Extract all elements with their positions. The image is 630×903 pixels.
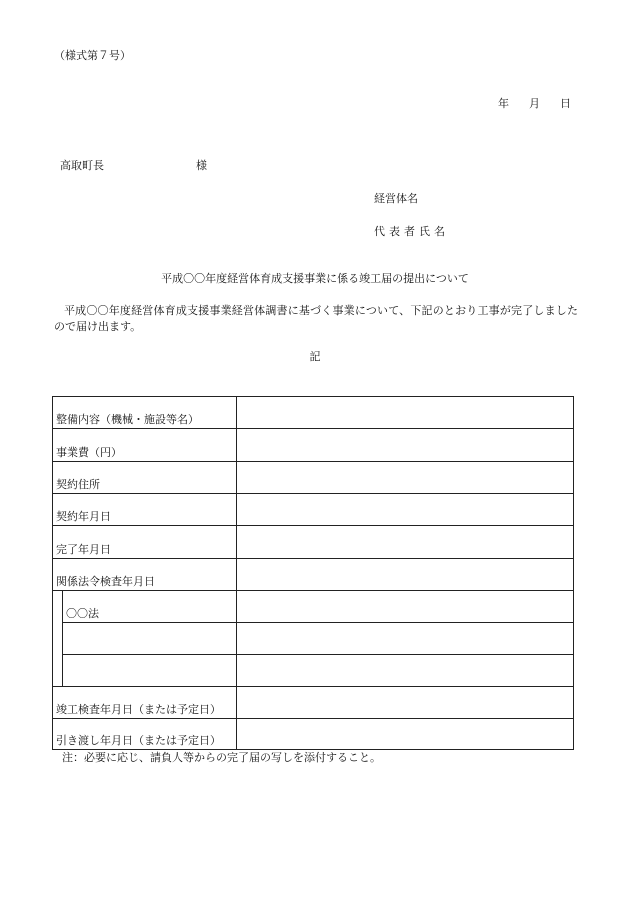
value-cell [236, 687, 573, 718]
value-cell [236, 526, 573, 558]
row-label: 事業費（円） [56, 446, 122, 459]
table-row [53, 462, 573, 494]
table-row [53, 719, 573, 749]
table-row [53, 397, 573, 429]
report-table [52, 396, 574, 750]
sub-row-group [53, 591, 573, 687]
value-cell [236, 719, 573, 749]
table-row [53, 429, 573, 462]
footnote: 注：必要に応じ、請負人等からの完了届の写しを添付すること。 [62, 751, 381, 764]
table-row [53, 526, 573, 559]
value-cell [236, 623, 573, 654]
value-cell [236, 655, 573, 686]
row-label: 契約年月日 [56, 510, 111, 523]
ki-heading: 記 [309, 350, 321, 363]
business-name-label: 経営体名 [374, 192, 418, 205]
table-row [62, 623, 573, 655]
row-label: 竣工検査年月日（または予定日） [56, 703, 221, 716]
addressee: 高取町長 [60, 159, 104, 172]
document-title: 平成〇〇年度経営体育成支援事業に係る竣工届の提出について [161, 272, 469, 285]
date-day-label: 日 [560, 97, 571, 110]
value-cell [236, 429, 573, 461]
date-line [498, 98, 571, 109]
row-label: 契約住所 [56, 478, 100, 491]
value-cell [236, 591, 573, 622]
date-year-label: 年 [498, 97, 509, 110]
honorific: 様 [196, 159, 207, 172]
table-row [53, 494, 573, 526]
row-label: 完了年月日 [56, 543, 111, 556]
table-row [53, 559, 573, 591]
value-cell [236, 397, 573, 428]
value-cell [236, 494, 573, 525]
table-row [62, 655, 573, 686]
row-label: 関係法令検査年月日 [56, 575, 155, 588]
value-cell [236, 559, 573, 590]
representative-label: 代表者氏名 [374, 225, 449, 238]
body-text: 平成〇〇年度経営体育成支援事業経営体調書に基づく事業について、下記のとおり工事が完了しましたので届け出ます。 [54, 304, 578, 333]
sub-row-label: 〇〇法 [66, 607, 99, 620]
date-month-label: 月 [529, 97, 540, 110]
form-number: （様式第７号） [54, 49, 131, 62]
table-row [53, 687, 573, 719]
row-label: 引き渡し年月日（または予定日） [56, 734, 221, 747]
row-label: 整備内容（機械・施設等名） [56, 413, 199, 426]
value-cell [236, 462, 573, 493]
table-row [62, 591, 573, 623]
